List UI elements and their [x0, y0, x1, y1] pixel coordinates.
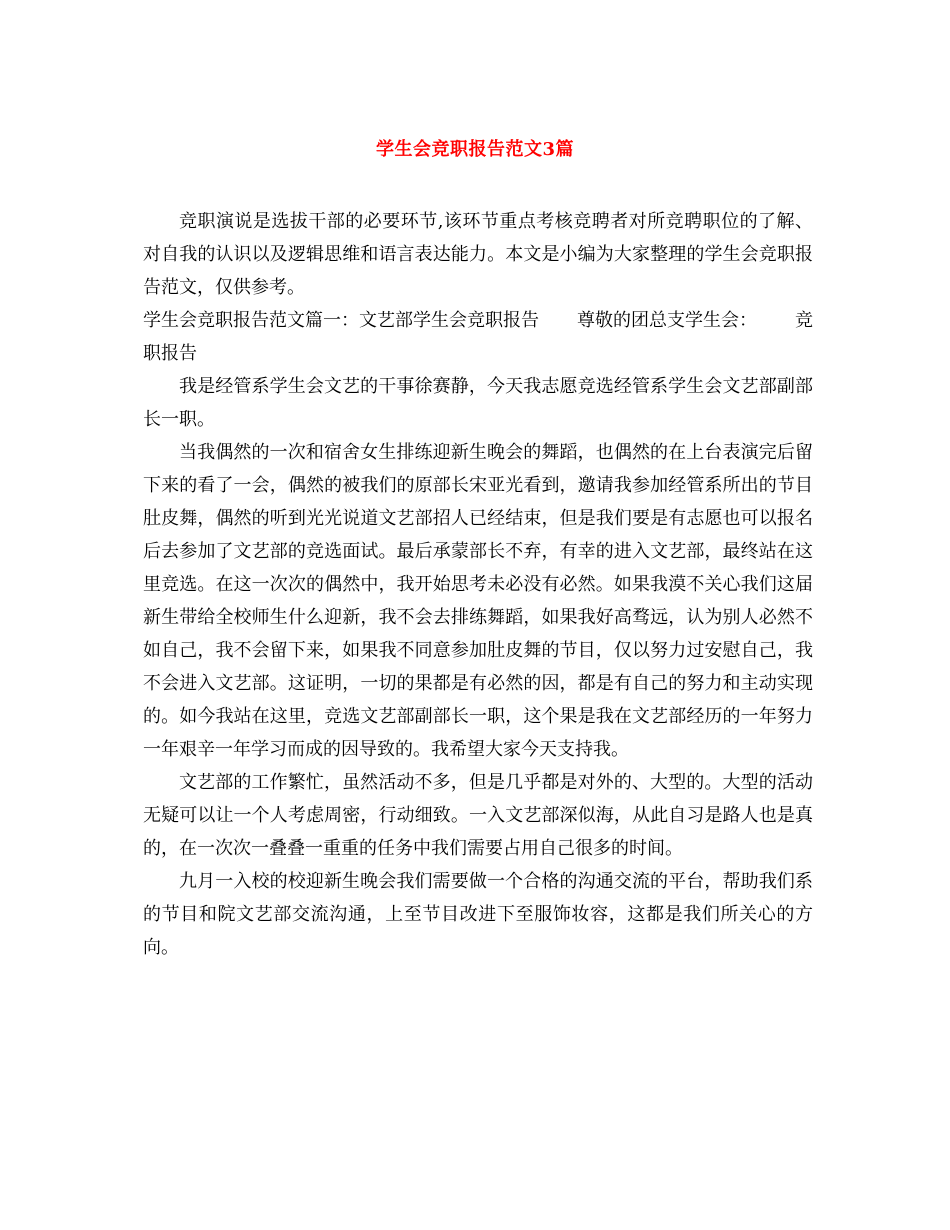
salutation: 尊敬的团总支学生会：	[577, 310, 757, 331]
intro-paragraph: 竞职演说是选拔干部的必要环节,该环节重点考核竞聘者对所竞聘职位的了解、对自我的认识以及逻辑思维和语言表达能力。本文是小编为大家整理的学生会竞职报告范文，仅供参考。	[143, 211, 813, 298]
section-heading: 学生会竞职报告范文篇一：文艺部学生会竞职报告	[143, 310, 539, 331]
body-paragraph: 当我偶然的一次和宿舍女生排练迎新生晚会的舞蹈，也偶然的在上台表演完后留下来的看了一会，偶然的被我们的原部长宋亚光看到，邀请我参加经管系所出的节目肚皮舞，偶然的听到光光说道文艺部招人已经结束，但是我们要是有志愿也可以报名后去参加了文艺部的竞选面试。最后承蒙部长不弃，有幸的进入文艺部，最终站在这里竞选。在这一次次的偶然中，我开始思考未必没有必然。如果我漠不关心我们这届新生带给全校师生什么迎新，我不会去排练舞蹈，如果我好高骛远，认为别人必然不如自己，我不会留下来，如果我不同意参加肚皮舞的节目，仅以努力过安慰自己，我不会进入文艺部。这证明，一切的果都是有必然的因，都是有自己的努力和主动实现的。如今我站在这里，竞选文艺部副部长一职，这个果是我在文艺部经历的一年努力一年艰辛一年学习而成的因导致的。我希望大家今天支持我。	[143, 442, 813, 760]
section-heading-line	[143, 304, 813, 337]
section-heading-wrap-start: 竞	[795, 310, 813, 331]
body-paragraph: 九月一入校的校迎新生晚会我们需要做一个合格的沟通交流的平台，帮助我们系的节目和院文艺部交流沟通，上至节目改进下至服饰妆容，这都是我们所关心的方向。	[143, 871, 813, 958]
body-paragraph: 文艺部的工作繁忙，虽然活动不多，但是几乎都是对外的、大型的。大型的活动无疑可以让一个人考虑周密，行动细致。一入文艺部深似海，从此自习是路人也是真的，在一次次一叠叠一重重的任务中我们需要占用自己很多的时间。	[143, 772, 813, 859]
document-body	[143, 205, 813, 964]
body-paragraph: 我是经管系学生会文艺的干事徐赛静，今天我志愿竞选经管系学生会文艺部副部长一职。	[143, 376, 813, 430]
section-heading-tail: 职报告	[143, 343, 197, 364]
document-title: 学生会竞职报告范文3篇	[375, 139, 575, 160]
